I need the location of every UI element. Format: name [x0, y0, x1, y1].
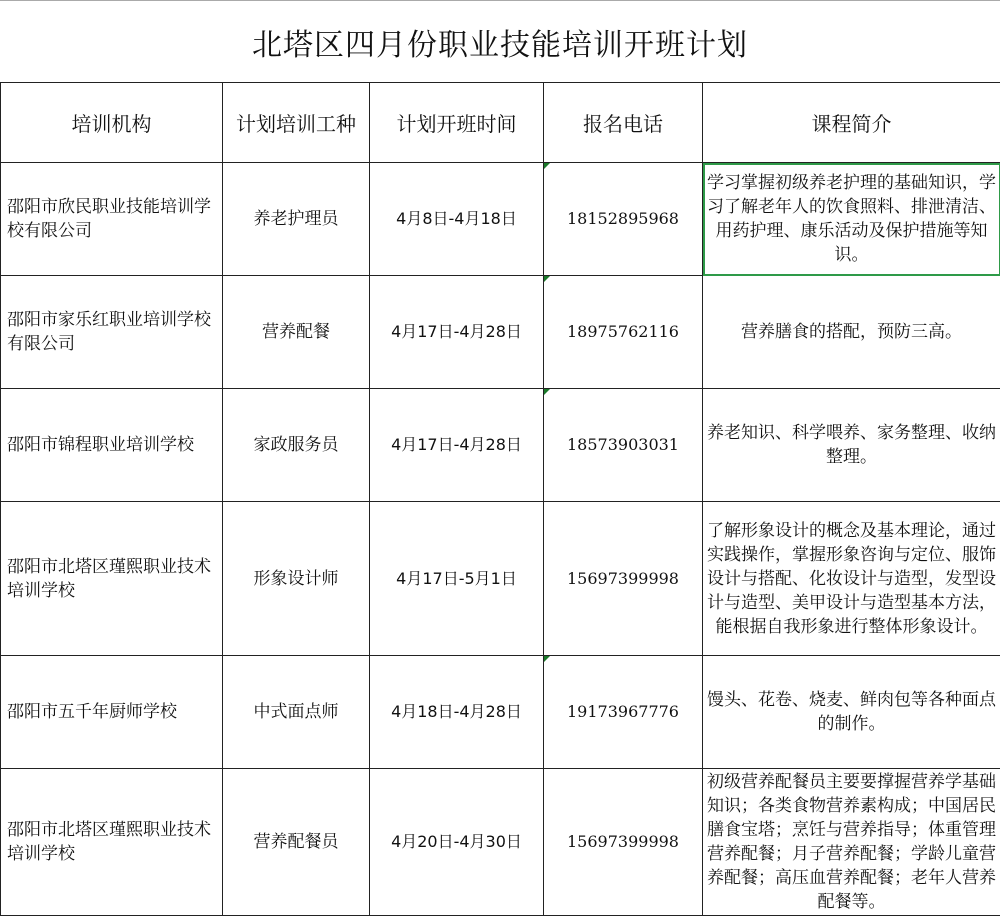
- cell-job[interactable]: 家政服务员: [223, 389, 370, 502]
- cell-date[interactable]: 4月17日-5月1日: [370, 502, 544, 656]
- cell-date[interactable]: 4月18日-4月28日: [370, 656, 544, 769]
- cell-job[interactable]: 营养配餐员: [223, 769, 370, 916]
- cell-job[interactable]: 营养配餐: [223, 276, 370, 389]
- cell-desc[interactable]: 初级营养配餐员主要要撑握营养学基础知识；各类食物营养素构成；中国居民膳食宝塔；烹饪与营养指导；体重管理营养配餐；月子营养配餐；学龄儿童营养配餐；高压血营养配餐；老年人营养配餐等。: [703, 769, 1000, 916]
- cell-desc[interactable]: 营养膳食的搭配，预防三高。: [703, 276, 1000, 389]
- header-date[interactable]: 计划开班时间: [370, 83, 544, 163]
- cell-desc[interactable]: 学习掌握初级养老护理的基础知识，学习了解老年人的饮食照料、排泄清洁、用药护理、康乐活动及保护措施等知识。: [703, 163, 1000, 276]
- table-row: [1, 769, 1000, 916]
- table-row: [1, 656, 1000, 769]
- cell-org[interactable]: 邵阳市北塔区瑾熙职业技术培训学校: [1, 769, 223, 916]
- cell-phone[interactable]: 19173967776: [544, 656, 703, 769]
- cell-job[interactable]: 中式面点师: [223, 656, 370, 769]
- training-plan-table: [0, 82, 1000, 916]
- cell-date[interactable]: 4月17日-4月28日: [370, 276, 544, 389]
- cell-desc[interactable]: 馒头、花卷、烧麦、鲜肉包等各种面点的制作。: [703, 656, 1000, 769]
- cell-org[interactable]: 邵阳市家乐红职业培训学校有限公司: [1, 276, 223, 389]
- table-row: [1, 502, 1000, 656]
- header-org[interactable]: 培训机构: [1, 83, 223, 163]
- table-row: [1, 163, 1000, 276]
- header-phone[interactable]: 报名电话: [544, 83, 703, 163]
- cell-job[interactable]: 养老护理员: [223, 163, 370, 276]
- header-row: [1, 83, 1000, 163]
- page-title: 北塔区四月份职业技能培训开班计划: [0, 0, 1000, 83]
- cell-date[interactable]: 4月8日-4月18日: [370, 163, 544, 276]
- cell-org[interactable]: 邵阳市锦程职业培训学校: [1, 389, 223, 502]
- cell-date[interactable]: 4月20日-4月30日: [370, 769, 544, 916]
- cell-phone[interactable]: 15697399998: [544, 769, 703, 916]
- cell-org[interactable]: 邵阳市五千年厨师学校: [1, 656, 223, 769]
- cell-phone[interactable]: 15697399998: [544, 502, 703, 656]
- cell-phone[interactable]: 18573903031: [544, 389, 703, 502]
- cell-desc[interactable]: 了解形象设计的概念及基本理论，通过实践操作，掌握形象咨询与定位、服饰设计与搭配、化妆设计与造型，发型设计与造型、美甲设计与造型基本方法，能根据自我形象进行整体形象设计。: [703, 502, 1000, 656]
- cell-desc[interactable]: 养老知识、科学喂养、家务整理、收纳整理。: [703, 389, 1000, 502]
- cell-date[interactable]: 4月17日-4月28日: [370, 389, 544, 502]
- cell-org[interactable]: 邵阳市北塔区瑾熙职业技术培训学校: [1, 502, 223, 656]
- header-desc[interactable]: 课程简介: [703, 83, 1000, 163]
- cell-org[interactable]: 邵阳市欣民职业技能培训学校有限公司: [1, 163, 223, 276]
- table-row: [1, 276, 1000, 389]
- cell-job[interactable]: 形象设计师: [223, 502, 370, 656]
- cell-phone[interactable]: 18975762116: [544, 276, 703, 389]
- header-job[interactable]: 计划培训工种: [223, 83, 370, 163]
- table-row: [1, 389, 1000, 502]
- cell-phone[interactable]: 18152895968: [544, 163, 703, 276]
